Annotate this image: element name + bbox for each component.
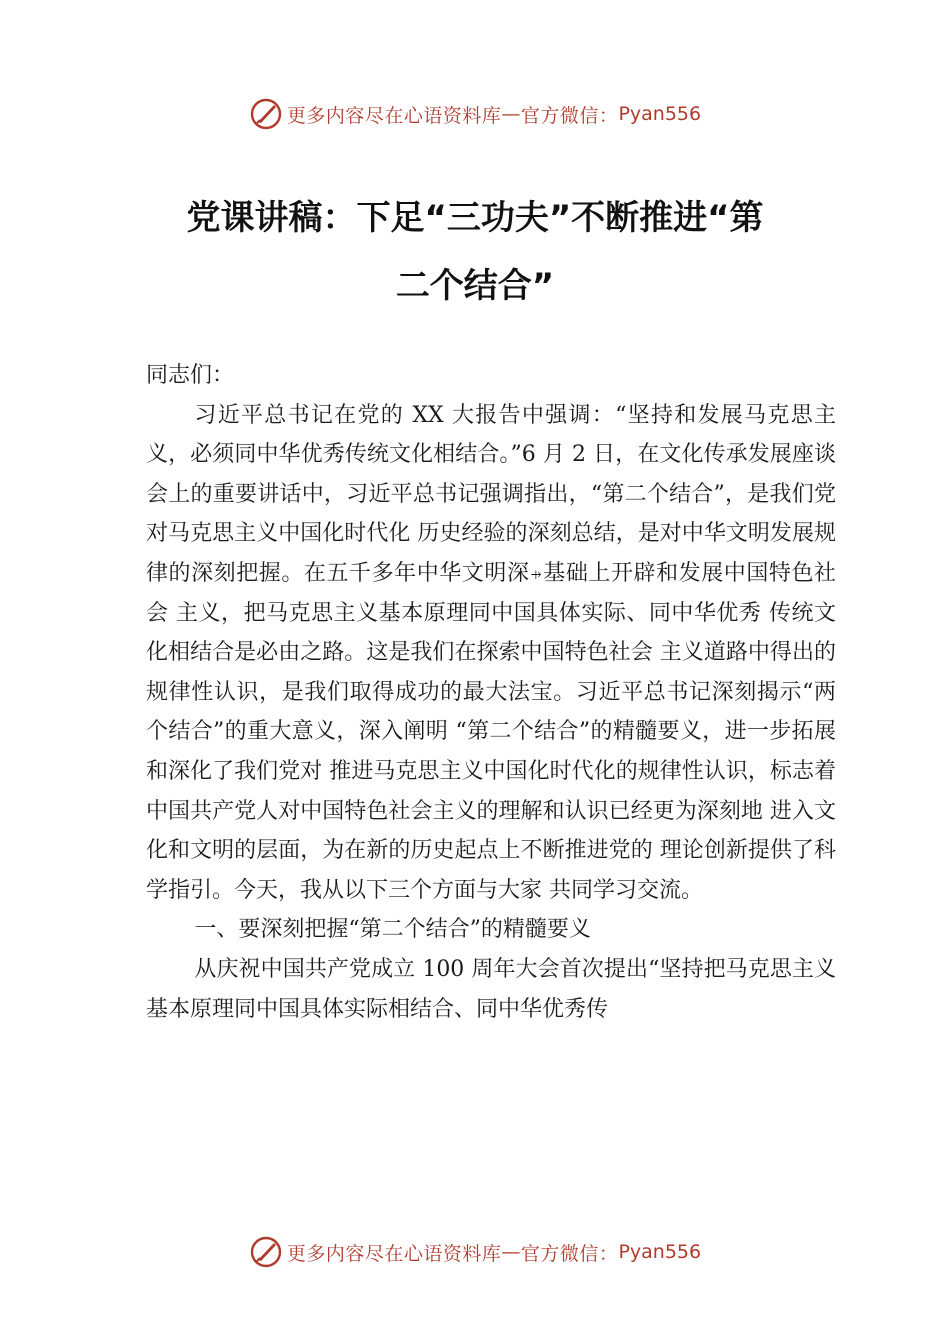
watermark-brand: 更多内容尽在心语资料库 (286, 1242, 502, 1265)
watermark-id: Pyan556 (618, 1241, 702, 1263)
watermark-brand: 更多内容尽在心语资料库 (286, 104, 502, 127)
watermark-dash: — (501, 1241, 521, 1263)
footer-watermark (0, 1232, 950, 1272)
watermark-dash: — (501, 103, 521, 125)
paragraph-1: 习近平总书记在党的 XX 大报告中强调：“坚持和发展马克思主义，必须同中华优秀传统文化相结合。”6 月 2 日，在文化传承发展座谈会上的重要讲话中，习近平总书记强调指出，“第二个结合”，是我们党对马克思主义中国化时代化 历史经验的深刻总结，是对中华文明发展规律的深刻把握。在五千多年中华文明深⍆基础上开辟和发展中国特色社会 主义，把马克思主义基本原理同中国具体实际、同中华优秀 传统文化相结合是必由之路。这是我们在探索中国特色社会 主义道路中得出的规律性认识，是我们取得成功的最大法宝。习近平总书记深刻揭示“两个结合”的重大意义，深入阐明 “第二个结合”的精髓要义，进一步拓展和深化了我们党对 推进马克思主义中国化时代化的规律性认识，标志着中国共产党人对中国特色社会主义的理解和认识已经更为深刻地 进入文化和文明的层面，为在新的历史起点上不断推进党的 理论创新提供了科学指引。今天，我从以下三个方面与大家 共同学习交流。 (146, 402, 836, 903)
quill-seal-icon (249, 1235, 283, 1269)
watermark-id: Pyan556 (618, 103, 702, 125)
title-line-2: 二个结合” (395, 266, 555, 306)
document-title (140, 184, 810, 320)
salutation: 同志们： (146, 363, 235, 388)
section-heading-1: 一、要深刻把握“第二个结合”的精髓要义 (194, 917, 591, 943)
watermark-label: 官方微信： (520, 104, 619, 127)
watermark-label: 官方微信： (520, 1242, 619, 1265)
document-body (146, 356, 836, 1029)
header-watermark (0, 94, 950, 134)
paragraph-2: 从庆祝中国共产党成立 100 周年大会首次提出“坚持把马克思主义基本原理同中国具体实际相结合、同中华优秀传 (146, 956, 836, 1022)
title-line-1: 党课讲稿：下足“三功夫”不断推进“第 (186, 198, 764, 238)
quill-seal-icon (249, 97, 283, 131)
